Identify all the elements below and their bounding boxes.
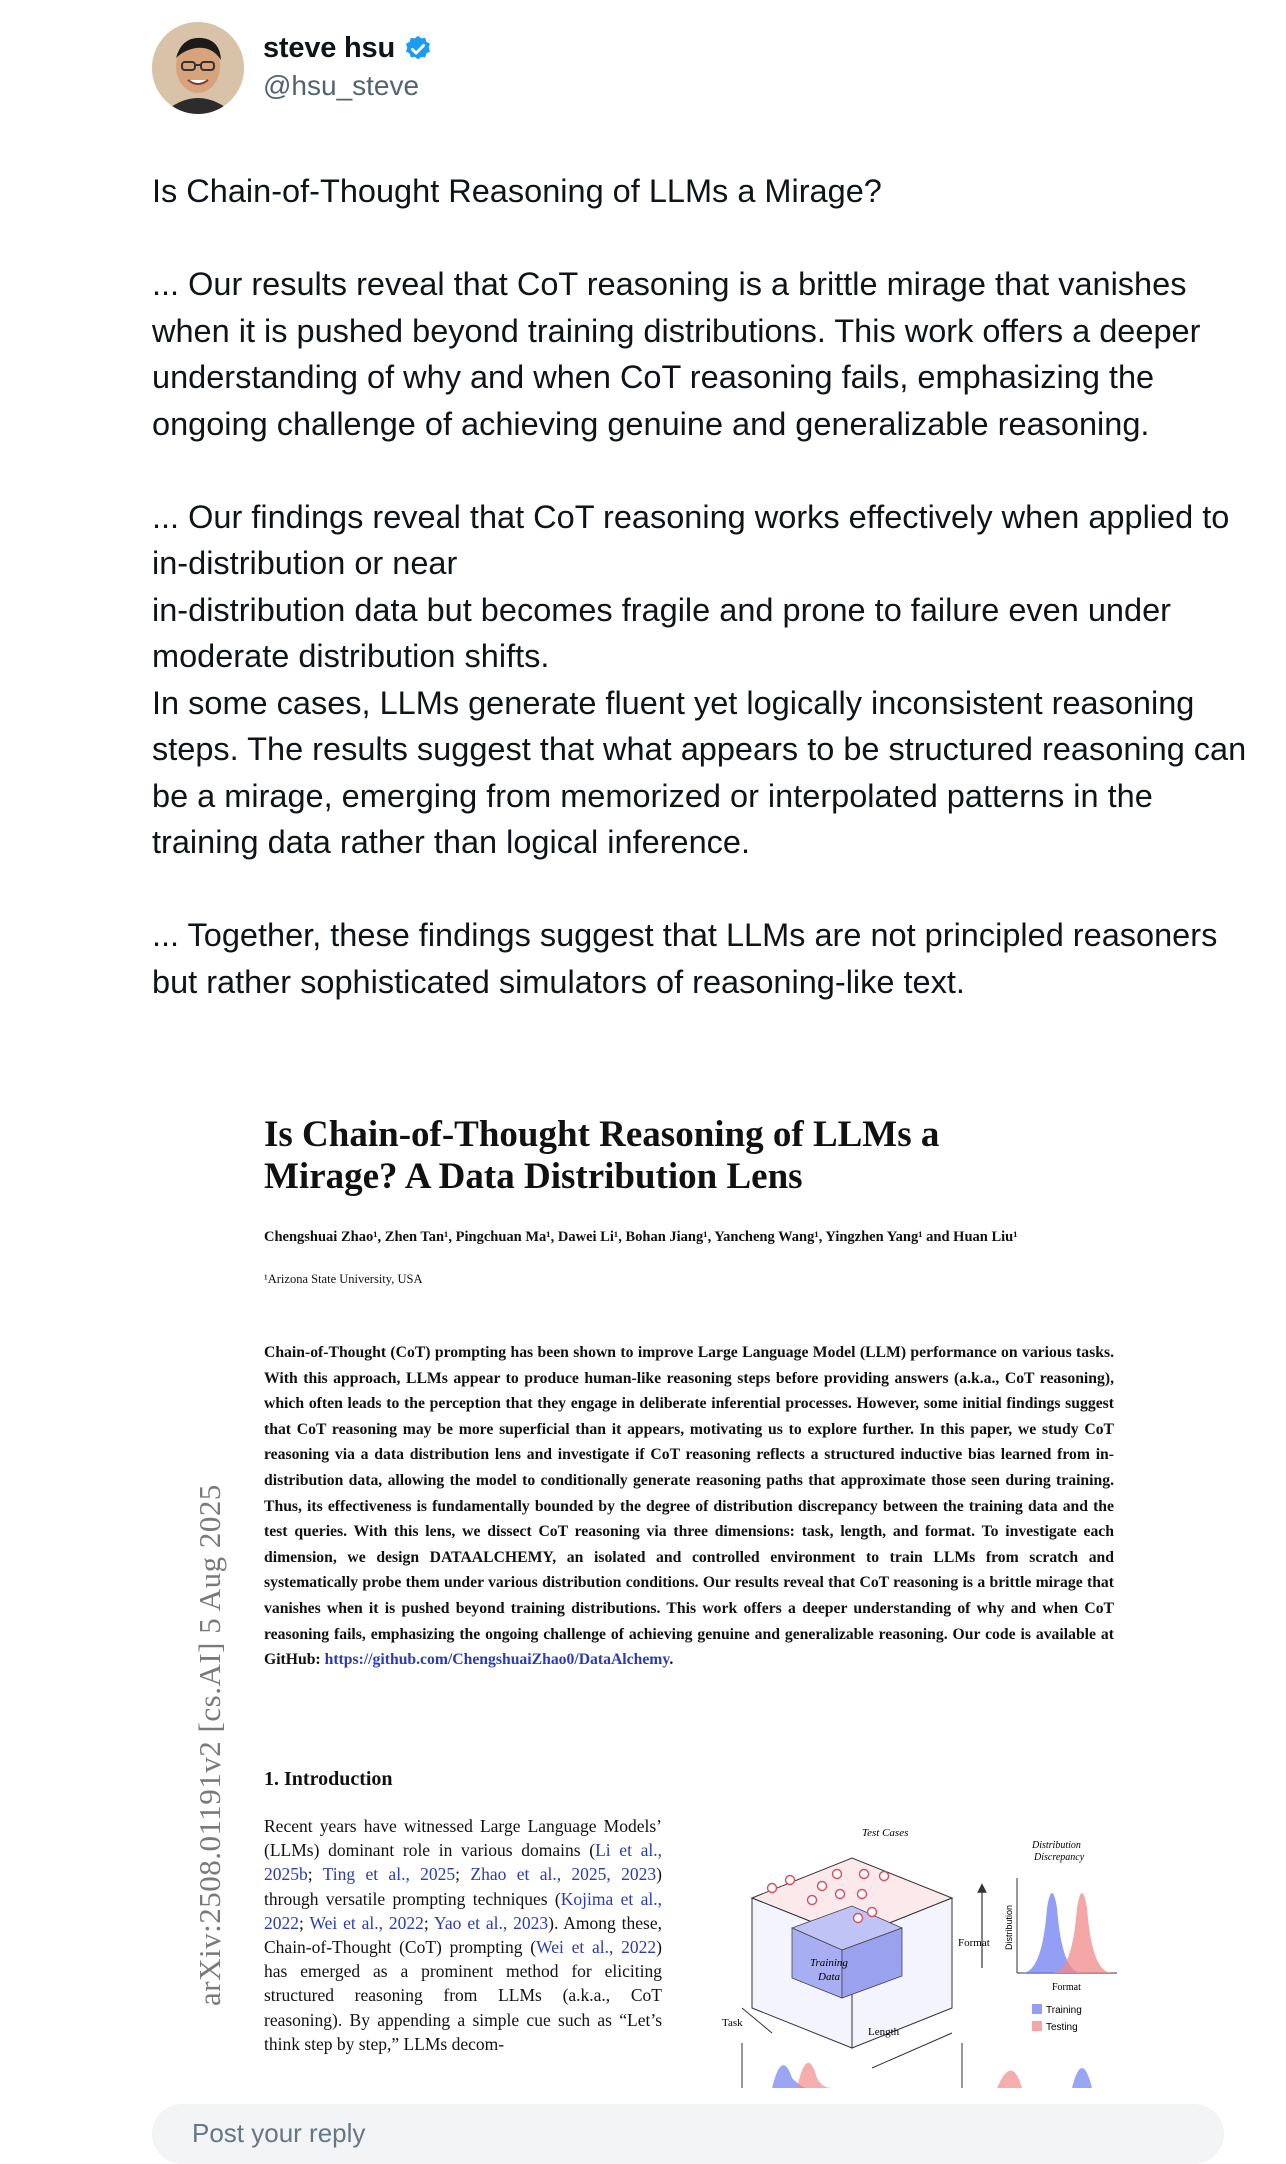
intro-text: ; [299,1912,310,1933]
reply-input[interactable] [152,2104,1224,2164]
tweet-paragraph: ... Our findings reveal that CoT reasoning works effectively when applied to in-distribution or near [152,498,1230,581]
avatar[interactable] [152,22,244,114]
abstract-text: Chain-of-Thought (CoT) prompting has been shown to improve Large Language Model (LLM) performance on various tasks. With this approach, LLMs appear to produce human-like reasoning steps before providing answers (a.k.a., CoT reasoning), which often leads to the perception that they engage in deliberate inferential processes. However, some initial findings suggest that CoT reasoning may be more superficial than it appears, motivating us to explore further. In this paper, we study CoT reasoning via a data distribution lens and investigate if CoT reasoning reflects a structured inductive bias learned from in-distribution data, allowing the model to conditionally generate reasoning paths that approximate those seen during training. Thus, its effectiveness is fundamentally bounded by the degree of distribution discrepancy between the training data and the test queries. With this lens, we dissect CoT reasoning via three dimensions: task, length, and format. To investigate each dimension, we design DATAALCHEMY, an isolated and controlled environment to train LLMs from scratch and systematically probe them under various distribution conditions. Our results reveal that CoT reasoning is a brittle mirage that vanishes when it is pushed beyond training distributions. This work offers a deeper understanding of why and when CoT reasoning fails, emphasizing the ongoing challenge of achieving genuine and generalizable reasoning. Our code is available at GitHub: [264,1344,1114,1669]
label-training-data-2: Data [818,1971,840,1983]
tweet-paragraph: Is Chain-of-Thought Reasoning of LLMs a Mirage? [152,173,882,209]
citation-link[interactable]: Ting et al., 2025 [322,1864,456,1885]
paragraph-gap [152,215,1262,262]
citation-link[interactable]: Wei et al., 2022 [309,1912,424,1933]
cube-diagram [742,1858,982,2068]
intro-text: ; [307,1864,323,1885]
intro-text: ) through versatile prompting techniques ( [264,1864,662,1909]
attached-paper-image[interactable] [152,1078,1262,2088]
paper-title: Is Chain-of-Thought Reasoning of LLMs a Mirage? A Data Distribution Lens [264,1114,940,1197]
code-link: https://github.com/ChengshuaiZhao0/DataAlchemy [324,1651,670,1669]
label-length-axis: Length [868,2026,900,2038]
author-handle[interactable]: @hsu_steve [263,70,420,101]
introduction-text [264,1814,662,2056]
citation-link[interactable]: Yao et al., 2023 [434,1912,549,1933]
intro-text: ; [455,1864,471,1885]
arxiv-identifier: arXiv:2508.01191v2 [cs.AI] 5 Aug 2025 [192,1484,227,2006]
citation-link[interactable]: Li et al., 2025b [264,1840,663,1885]
avatar-photo [152,22,244,114]
legend-training: Training [1046,2005,1082,2016]
tweet-paragraph: In some cases, LLMs generate fluent yet logically inconsistent reasoning steps. The results suggest that what appears to be structured reasoning can be a mirage, emerging from memorized or interpolated patterns in the training data rather than logical inference. [152,684,1247,860]
legend-testing: Testing [1046,2022,1078,2033]
figure-1 [712,1818,1132,2088]
paragraph-gap [152,866,1262,913]
paper-affiliation: ¹Arizona State University, USA [264,1272,423,1286]
dist-title-2: Discrepancy [1034,1852,1085,1863]
label-task-axis: Task [722,2017,743,2029]
tweet-paragraph: in-distribution data but becomes fragile and prone to failure even under moderate distribution shifts. [152,591,1171,674]
author-name[interactable]: steve hsu [263,32,395,64]
intro-text: ) has emerged as a prominent method for eliciting structured reasoning from LLMs (a.k.a., CoT reasoning). By appending a simple cue such as “Let’s think step by step,” LLMs decom- [264,1937,662,2054]
abstract-end: . [669,1651,674,1669]
verified-badge-icon [403,34,433,64]
label-format-axis: Format [958,1937,990,1949]
paper-authors: Chengshuai Zhao¹, Zhen Tan¹, Pingchuan Ma¹, Dawei Li¹, Bohan Jiang¹, Yancheng Wang¹, Yingzhen Yang¹ and Huan Liu¹ [264,1229,1018,1245]
bottom-panels-partial [742,2043,1092,2088]
dist-xlabel: Format [1052,1982,1081,1993]
tweet-paragraph: ... Our results reveal that CoT reasoning is a brittle mirage that vanishes when it is pushed beyond training distributions. This work offers a deeper understanding of why and when CoT reasoning fails, emphasizing the ongoing challenge of achieving genuine and generalizable reasoning. [152,266,1201,442]
tweet-paragraph: ... Together, these findings suggest that LLMs are not principled reasoners but rather sophisticated simulators of reasoning-like text. [152,917,1218,1000]
distribution-panel [1004,1840,1117,2033]
intro-text: Recent years have witnessed Large Language Models’ (LLMs) dominant role in various domains ( [264,1816,662,1861]
dist-ylabel: Distribution [1004,1904,1014,1950]
citation-link[interactable]: Kojima et al., 2022 [264,1888,662,1933]
citation-link[interactable]: Zhao et al., 2025, 2023 [470,1864,657,1885]
intro-text: ). Among these, Chain-of-Thought (CoT) prompting ( [264,1912,663,1958]
citation-link[interactable]: Wei et al., 2022 [536,1937,657,1958]
paragraph-gap [152,447,1262,494]
section-heading: 1. Introduction [264,1768,393,1790]
intro-text: ; [423,1912,435,1933]
label-test-cases: Test Cases [862,1827,909,1839]
dist-title-1: Distribution [1032,1840,1081,1851]
tweet-text [152,168,1262,1005]
reply-placeholder: Post your reply [192,2118,366,2148]
paper-abstract [264,1340,1114,1673]
label-training-data-1: Training [810,1957,848,1969]
